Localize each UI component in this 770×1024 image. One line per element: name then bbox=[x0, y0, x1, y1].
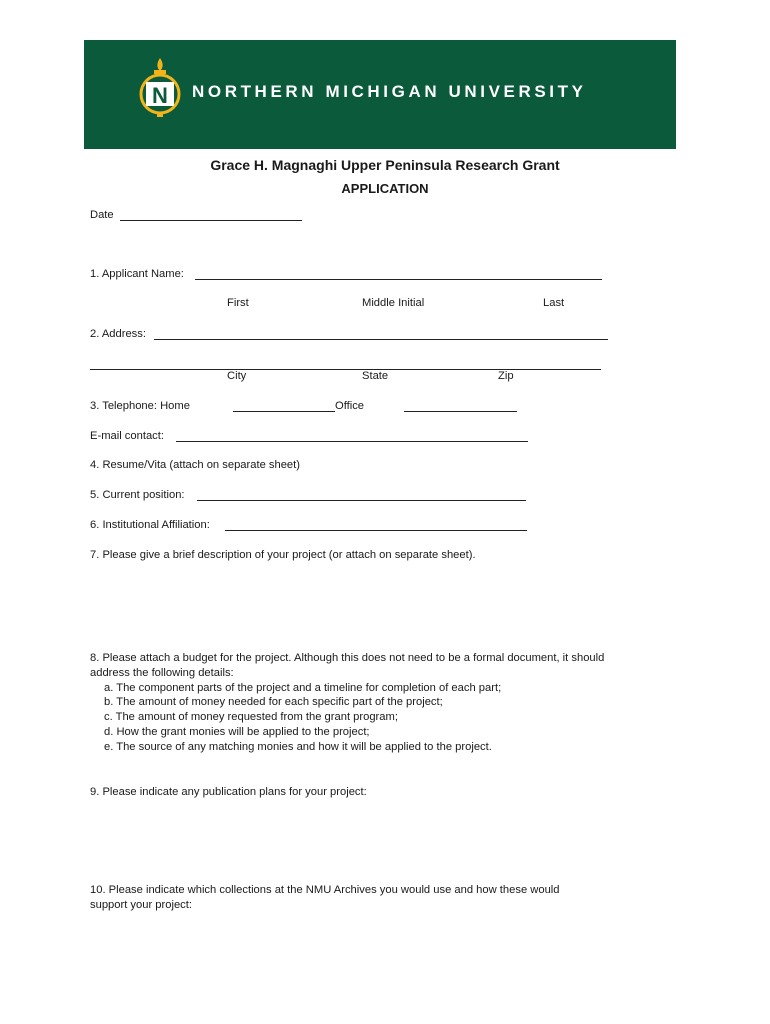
state-caption: State bbox=[362, 370, 389, 382]
current-position-field[interactable] bbox=[197, 500, 526, 501]
telephone-home-label: 3. Telephone: Home bbox=[90, 400, 190, 412]
email-label: E-mail contact: bbox=[90, 430, 164, 442]
applicant-name-field[interactable] bbox=[195, 279, 602, 280]
budget-prompt-line2: address the following details: bbox=[90, 666, 234, 679]
telephone-office-label: Office bbox=[335, 400, 365, 412]
applicant-name-label: 1. Applicant Name: bbox=[90, 268, 184, 280]
budget-detail-item: b. The amount of money needed for each specific part of the project; bbox=[104, 696, 443, 709]
address-field-line1[interactable] bbox=[154, 339, 608, 340]
archives-collections-prompt bbox=[90, 883, 690, 913]
first-name-caption: First bbox=[227, 297, 249, 309]
telephone-office-field[interactable] bbox=[404, 411, 517, 412]
city-caption: City bbox=[227, 370, 247, 382]
budget-detail-item: c. The amount of money requested from the grant program; bbox=[104, 711, 398, 724]
resume-item: 4. Resume/Vita (attach on separate sheet) bbox=[90, 459, 300, 471]
archives-prompt-line2: support your project: bbox=[90, 898, 192, 911]
institutional-affiliation-label: 6. Institutional Affiliation: bbox=[90, 519, 210, 531]
zip-caption: Zip bbox=[498, 370, 514, 382]
archives-prompt-line1: 10. Please indicate which collections at the NMU Archives you would use and how these would bbox=[90, 884, 560, 896]
budget-detail-item: d. How the grant monies will be applied to the project; bbox=[104, 725, 370, 738]
telephone-home-field[interactable] bbox=[233, 411, 335, 412]
form-subtitle: APPLICATION bbox=[341, 181, 429, 196]
project-description-prompt: 7. Please give a brief description of your project (or attach on separate sheet). bbox=[90, 549, 476, 561]
email-field[interactable] bbox=[176, 441, 528, 442]
university-name: NORTHERN MICHIGAN UNIVERSITY bbox=[192, 82, 587, 101]
last-name-caption: Last bbox=[543, 297, 565, 309]
date-label: Date bbox=[90, 209, 114, 221]
institutional-affiliation-field[interactable] bbox=[225, 530, 527, 531]
publication-plans-prompt: 9. Please indicate any publication plans for your project: bbox=[90, 786, 367, 798]
current-position-label: 5. Current position: bbox=[90, 489, 185, 501]
address-label: 2. Address: bbox=[90, 328, 146, 340]
form-title: Grace H. Magnaghi Upper Peninsula Research Grant bbox=[210, 157, 560, 173]
budget-detail-item: a. The component parts of the project and a timeline for completion of each part; bbox=[104, 681, 502, 694]
budget-section bbox=[90, 651, 690, 755]
university-banner bbox=[84, 40, 676, 149]
date-field[interactable] bbox=[120, 220, 302, 221]
budget-prompt-line1: 8. Please attach a budget for the project. Although this does not need to be a formal document, it should bbox=[90, 652, 605, 664]
address-field-line2[interactable] bbox=[90, 369, 601, 370]
middle-initial-caption: Middle Initial bbox=[362, 297, 425, 309]
svg-text:N: N bbox=[152, 83, 168, 108]
budget-detail-item: e. The source of any matching monies and how it will be applied to the project. bbox=[104, 740, 492, 753]
nmu-logo-icon bbox=[136, 56, 184, 118]
